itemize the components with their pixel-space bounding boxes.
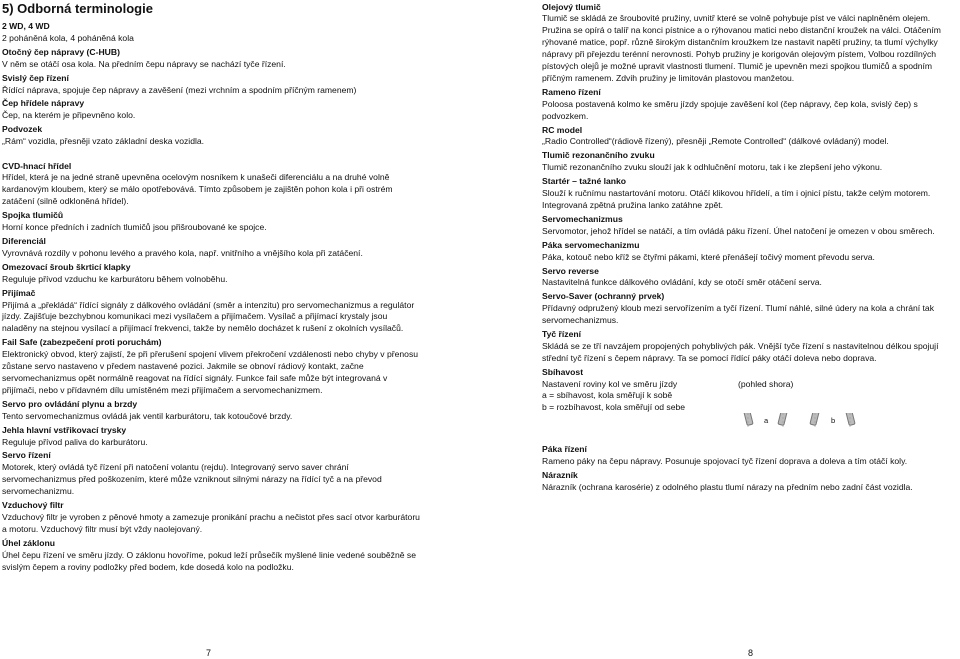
term-definition: „Radio Controlled“(rádiově řízený), přesněji „Remote Controlled“ (dálkové ovládaný) model. <box>542 136 889 147</box>
term-definition: Čep, na kterém je připevněno kolo. <box>2 110 136 121</box>
toe-label-b: b <box>831 415 836 425</box>
term-heading: Rameno řízení <box>542 86 601 97</box>
term-definition: Elektronický obvod, který zajistí, že při přerušení spojení vlivem překročení vzdálenosti nebo chyby v přenosu zůstane servo nastaveno v předem nastavené pozici. Jakmile se obnoví rádiový kontakt, začne servomechanizmus opět normálně reagovat na řídící signály. Funkce fail safe může být integrovaná v přijímači, nebo v přídavném dílu umístěném mezi přijímačem a servomechanizmem. <box>2 349 419 395</box>
sbihavost-b-desc: b = rozbíhavost, kola směřují od sebe <box>542 401 686 412</box>
page-number-right: 8 <box>748 648 754 658</box>
term-definition: Servomotor, jehož hřídel se natáčí, a tím ovládá páku řízení. Úhel natočení je omezen v obou směrech. <box>542 225 935 236</box>
term-heading: CVD-hnací hřídel <box>2 160 72 171</box>
term-definition: Motorek, který ovládá tyč řízení při natočení volantu (rejdu). Integrovaný servo saver chrání servomechanizmus před poškozením, které může vzniknout silnými nárazy na řídící tyč a na převod servomechanizmu. <box>2 462 382 497</box>
sbihavost-desc: Nastavení roviny kol ve směru jízdy <box>542 378 678 389</box>
term-definition: Skládá se ze tří navzájem propojených pohyblivých pák. Vnější tyče řízení s nastavitelnou délkou spojují střední tyč řízení s čepem nápravy. Ta se pomocí řídící páky otáčí doleva nebo doprava. <box>542 340 939 363</box>
term-definition: Vzduchový filtr je vyroben z pěnové hmoty a zamezuje pronikání prachu a nečistot přes sací otvor karburátoru a motoru. Vzduchový filtr musí být vždy naolejovaný. <box>2 511 420 534</box>
term-heading: Fail Safe (zabezpečení proti poruchám) <box>2 337 162 348</box>
term-definition: V něm se otáčí osa kola. Na předním čepu nápravy se nachází tyče řízení. <box>2 58 286 69</box>
term-definition: Tlumič rezonančního zvuku slouží jak k odhlučnění motoru, tak i ke zlepšení jeho výkonu. <box>542 162 883 173</box>
term-definition: Přídavný odpružený kloub mezi servořízením a tyčí řízení. Tlumí náhlé, silné údery na kola a chrání tak servomechanizmus. <box>542 303 934 326</box>
term-heading: Servo řízení <box>2 450 51 461</box>
term-heading: Tlumič rezonančního zvuku <box>542 150 655 161</box>
term-heading: Servo pro ovládání plynu a brzdy <box>2 398 138 409</box>
term-heading: Startér – tažné lanko <box>542 176 627 187</box>
term-definition: Reguluje přívod vzduchu ke karburátoru během volnoběhu. <box>2 273 228 284</box>
term-heading: Podvozek <box>2 124 43 135</box>
term-definition: Tlumič se skládá ze šroubovité pružiny, uvnitř které se volně pohybuje píst ve válci naplněném olejem. Pružina se opírá o talíř na konci pístnice a o rýhovanou matici nebo distanční kroužek na válci. Otáčením rýhované matice, popř. různě širokým distančním kroužkem lze nastavit napětí pružiny, ta tlumí výchylky nápravy při přejezdu terénní nerovnosti. Pohyb pružiny je korigován olejovým pístem, Volbou rozdílných pístových olejů je možné upravit vlastnosti tlumení. Tlumič je upevněn mezi spojkou tlumičů a spodním příčným ramenem. Zdvih pružiny je limitován plastovou manžetou. <box>542 13 941 83</box>
toe-illustration <box>542 413 960 443</box>
term-heading: Čep hřídele nápravy <box>2 98 85 109</box>
term-heading: RC model <box>542 124 583 135</box>
term-heading: Úhel záklonu <box>2 537 56 548</box>
term-heading: Páka servomechanizmu <box>542 239 640 250</box>
term-definition: Reguluje přívod paliva do karburátoru. <box>2 436 148 447</box>
toe-diagram <box>542 413 960 443</box>
term-heading: Servo reverse <box>542 265 599 276</box>
term-definition: Nastavitelná funkce dálkového ovládání, kdy se otočí směr otáčení serva. <box>542 277 822 288</box>
term-definition: 2 poháněná kola, 4 poháněná kola <box>2 32 134 43</box>
right-page-column <box>542 0 960 496</box>
term-definition: Páka, kotouč nebo kříž se čtyřmi pákami, které přenášejí točivý moment převodu serva. <box>542 251 875 262</box>
page-title: 5) Odborná terminologie <box>2 1 153 16</box>
term-definition: Řídící náprava, spojuje čep nápravy a zavěšení (mezi vrchním a spodním příčným ramenem) <box>2 84 357 95</box>
left-section-2 <box>2 161 420 574</box>
right-section-2 <box>542 444 960 494</box>
left-page-column <box>2 0 420 575</box>
page-number-left: 7 <box>206 648 212 658</box>
term-heading: Jehla hlavní vstřikovací trysky <box>2 424 127 435</box>
right-section-1 <box>542 2 960 379</box>
sbihavost-a-desc: a = sbíhavost, kola směřují k sobě <box>542 390 673 401</box>
sbihavost-table <box>542 379 960 413</box>
term-definition: Tento servomechanizmus ovládá jak ventil karburátoru, tak kotoučové brzdy. <box>2 410 293 421</box>
term-heading: Servomechanizmus <box>542 213 623 224</box>
term-definition: „Rám“ vozidla, přesněji vzato základní deska vozidla. <box>2 136 205 147</box>
left-section-1 <box>2 21 420 148</box>
term-definition: Slouží k ručnímu nastartování motoru. Otáčí klikovou hřídelí, a tím i ojnicí pístu, takže celým motorem. Integrovaná zpětná pružina lanko zatáhne zpět. <box>542 188 931 210</box>
toe-label-a: a <box>764 415 769 425</box>
term-heading: 2 WD, 4 WD <box>2 21 50 31</box>
term-definition: Přijímá a „překládá“ řídící signály z dálkového ovládání (směr a intenzitu) pro servomechanizmus a regulátor jízdy. Zajišťuje bezchybnou komunikaci mezi vysílačem a přijímačem. Vysílač a přijímací krystaly jsou naladěny na stejnou vysílací a přijímací frekvenci, takže by nemělo docházet k rušení z okolních vysílačů. <box>2 299 415 334</box>
term-definition: Hřídel, která je na jedné straně upevněna ocelovým nosníkem k unašeči diferenciálu a na druhé volně kardanovým kloubem, který se málo opotřebovává. Tímto způsobem je zajištěn pohon kola i při ostrém zatáčení (silně odkloněná hřídel). <box>2 172 393 207</box>
term-heading: Omezovací šroub škrticí klapky <box>2 261 131 272</box>
term-definition: Nárazník (ochrana karosérie) z odolného plastu tlumí nárazy na předním nebo zadní část vozidla. <box>542 481 913 492</box>
term-heading: Páka řízení <box>542 444 587 455</box>
term-heading: Otočný čep nápravy (C-HUB) <box>2 46 120 57</box>
term-definition: Horní konce předních i zadních tlumičů jsou přišroubované ke spojce. <box>2 222 267 233</box>
term-heading: Nárazník <box>542 470 578 480</box>
term-heading: Tyč řízení <box>542 329 582 340</box>
term-heading: Diferenciál <box>2 236 46 246</box>
term-heading: Přijímač <box>2 287 36 298</box>
term-definition: Rameno páky na čepu nápravy. Posunuje spojovací tyč řízení doprava a doleva a tím otáčí koly. <box>542 456 908 467</box>
term-definition: Vyrovnává rozdíly v pohonu levého a pravého kola, např. vnitřního a vnějšího kola při zatáčení. <box>2 247 363 258</box>
term-heading: Spojka tlumičů <box>2 210 64 221</box>
term-heading: Svislý čep řízení <box>2 72 69 83</box>
term-definition: Úhel čepu řízení ve směru jízdy. O záklonu hovoříme, pokud leží průsečík myšlené linie vedené souběžně se svislým čepem a roviny podložky před bodem, kde dosedá kolo na podložku. <box>2 549 416 572</box>
term-heading: Olejový tlumič <box>542 1 601 12</box>
term-definition: Poloosa postavená kolmo ke směru jízdy spojuje zavěšení kol (čep nápravy, čep kola, svislý čep) s podvozkem. <box>542 98 918 121</box>
sbihavost-view-note: (pohled shora) <box>738 378 794 389</box>
term-heading: Sbíhavost <box>542 366 584 377</box>
term-heading: Vzduchový filtr <box>2 500 64 511</box>
term-heading: Servo-Saver (ochranný prvek) <box>542 291 665 302</box>
